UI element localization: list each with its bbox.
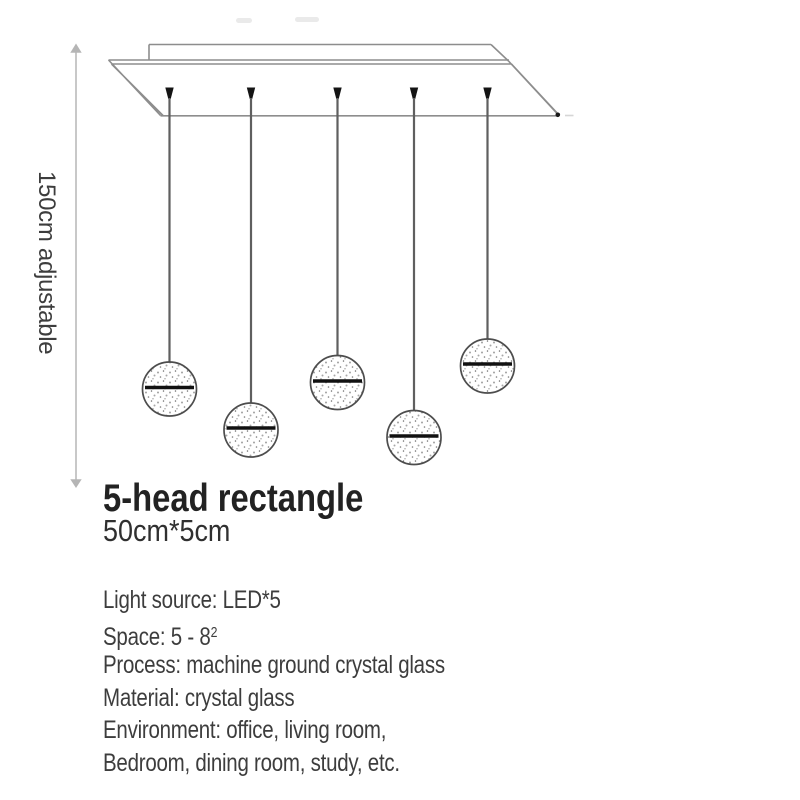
product-size: 50cm*5cm	[103, 513, 231, 548]
spec-environment-1: Environment: office, living room,	[103, 716, 387, 744]
pendant-5-ball	[461, 339, 515, 393]
artifact-smudge	[295, 17, 319, 22]
pendant-5	[461, 88, 515, 394]
spec-space-base: Space: 5 - 8	[103, 622, 211, 651]
spec-material: Material: crystal glass	[103, 683, 295, 712]
spec-space	[103, 617, 445, 650]
dimension-label: 150cm adjustable	[33, 171, 60, 355]
spec-environment-2: Bedroom, dining room, study, etc.	[103, 748, 400, 777]
artifact-smudge	[236, 18, 252, 23]
pendant-2	[224, 88, 278, 458]
ceiling-canopy	[109, 45, 574, 118]
pendant-1-pin	[165, 88, 173, 100]
spec-space-superscript: 2	[210, 623, 218, 641]
canopy-mount-plate	[149, 45, 509, 62]
pendant-4	[387, 88, 441, 465]
pendant-2-pin	[247, 88, 255, 100]
pendant-4-pin	[410, 88, 418, 100]
pendant-3	[311, 88, 365, 410]
pendant-1	[143, 88, 197, 417]
arrow-up-icon	[70, 44, 81, 53]
dimension-arrow	[70, 44, 81, 489]
spec-light-source: Light source: LED*5	[103, 586, 281, 614]
product-title: 5-head rectangle	[103, 477, 364, 520]
pendant-3-pin	[333, 88, 341, 100]
pendant-5-pin	[483, 88, 491, 100]
canopy-corner-dot	[556, 113, 561, 118]
spec-process: Process: machine ground crystal glass	[103, 651, 445, 679]
spec-list	[103, 584, 445, 779]
pendant-2-ball	[224, 403, 278, 457]
artifact-smudges	[236, 17, 319, 23]
arrow-down-icon	[70, 479, 81, 488]
